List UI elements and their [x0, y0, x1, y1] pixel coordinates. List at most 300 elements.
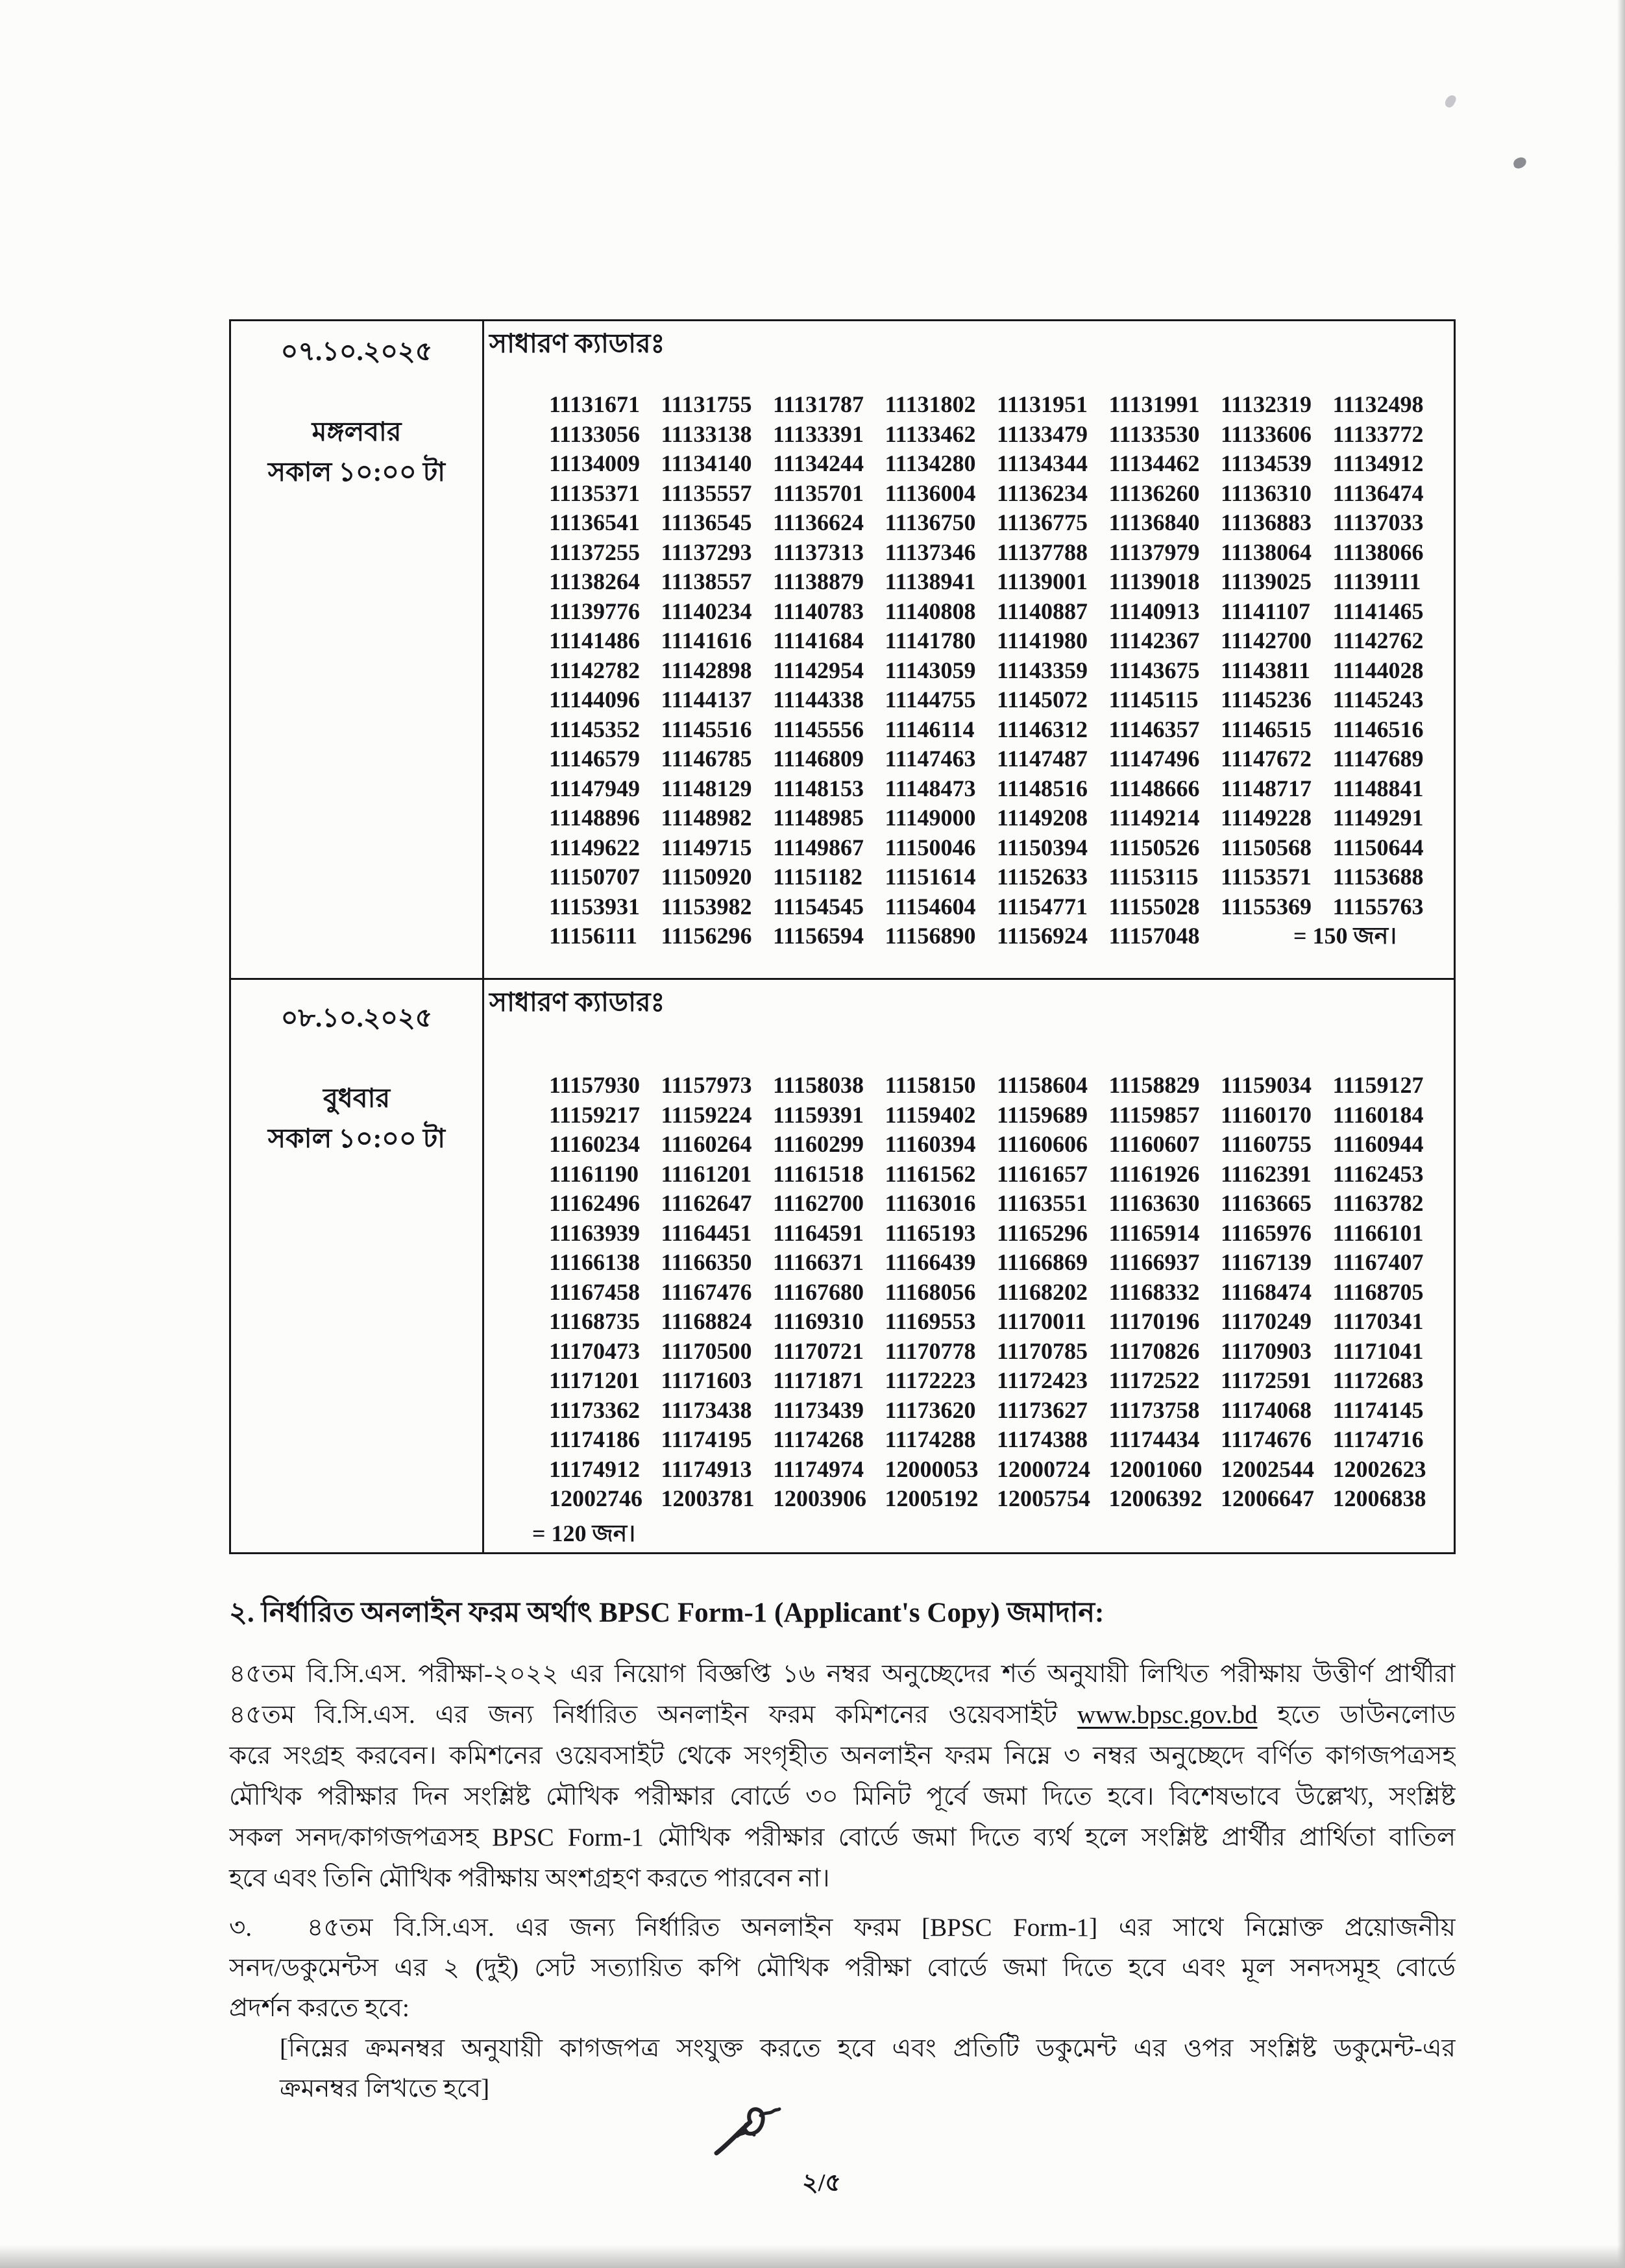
roll-number: 11141780 [885, 628, 976, 653]
roll-number: 11161562 [885, 1160, 976, 1187]
schedule-table [229, 319, 1456, 1554]
scan-speck-icon [1512, 156, 1527, 169]
roll-number-row [549, 1248, 1454, 1278]
roll-number: 12000053 [885, 1456, 979, 1482]
roll-number: 11173438 [661, 1396, 752, 1423]
roll-number: 11133138 [661, 421, 752, 447]
roll-number: 11160264 [661, 1131, 752, 1157]
roll-number: 11142367 [1108, 628, 1200, 653]
roll-number: 11163016 [885, 1190, 976, 1216]
roll-number: 11174912 [549, 1456, 641, 1482]
roll-number: 11166869 [997, 1249, 1088, 1275]
roll-number: 11159689 [997, 1101, 1088, 1128]
roll-number: 11160607 [1108, 1131, 1200, 1157]
roll-number: 11149715 [661, 834, 752, 860]
section2-heading: ২. নির্ধারিত অনলাইন ফরম অর্থাৎ BPSC Form-1 (Applicant's Copy) জমাদান: [229, 1598, 1105, 1628]
roll-number: 11157973 [661, 1072, 752, 1098]
roll-number: 11146357 [1108, 716, 1200, 742]
roll-number: 11134140 [661, 450, 752, 476]
roll-number: 11134280 [885, 450, 976, 476]
roll-number: 11158038 [773, 1072, 864, 1098]
roll-number: 11139025 [1221, 568, 1312, 594]
roll-number: 11134344 [997, 450, 1088, 476]
roll-number: 11153688 [1332, 864, 1424, 890]
roll-number: 11136474 [1332, 480, 1424, 506]
roll-number: 11136541 [549, 509, 641, 535]
section2-paragraph [229, 1653, 1456, 1899]
roll-number: 11165976 [1221, 1219, 1312, 1246]
roll-number: 11153931 [549, 893, 641, 920]
session-total: = 120 জন। [532, 1520, 636, 1546]
roll-number: 11133462 [885, 421, 976, 447]
roll-number: 11131755 [661, 391, 752, 417]
roll-number: 11160170 [1221, 1101, 1312, 1128]
roll-number: 11170196 [1108, 1308, 1200, 1334]
roll-number: 11162700 [773, 1190, 864, 1216]
roll-number: 11135701 [773, 480, 864, 506]
roll-number: 11170473 [549, 1337, 641, 1364]
roll-number: 11134912 [1332, 450, 1424, 476]
roll-number: 11174186 [549, 1426, 641, 1452]
roll-number: 11143811 [1221, 657, 1311, 683]
roll-number-row [549, 597, 1454, 627]
roll-number-row [549, 538, 1454, 568]
roll-number: 11139111 [1332, 568, 1421, 594]
roll-number: 11134244 [773, 450, 864, 476]
roll-number: 11170778 [885, 1337, 976, 1364]
paragraph-line [229, 1908, 1456, 1948]
roll-number: 11143059 [885, 657, 976, 683]
roll-number: 11167458 [549, 1278, 641, 1305]
roll-number: 11145243 [1332, 687, 1424, 713]
roll-number: 11163551 [997, 1190, 1088, 1216]
roll-number: 11154545 [773, 893, 864, 920]
roll-number: 11174676 [1221, 1426, 1312, 1452]
roll-number: 11145115 [1108, 687, 1199, 713]
roll-number: 11166101 [1332, 1219, 1424, 1246]
paragraph-line: মৌখিক পরীক্ষার দিন সংশ্লিষ্ট মৌখিক পরীক্ষার বোর্ডে ৩০ মিনিট পূর্বে জমা দিতে হবে। বিশেষভাবে উল্লেখ্য, সংশ্লিষ্ট [229, 1783, 1456, 1811]
roll-number-row [549, 803, 1454, 833]
roll-number-row [549, 1071, 1454, 1101]
roll-number: 11168824 [661, 1308, 752, 1334]
roll-number: 11174434 [1108, 1426, 1200, 1452]
roll-number: 11160755 [1221, 1131, 1312, 1157]
roll-number: 11150568 [1221, 834, 1312, 860]
roll-number-row [549, 685, 1454, 715]
roll-number: 11159391 [773, 1101, 864, 1128]
roll-number: 11148982 [661, 805, 752, 831]
roll-number: 11148153 [773, 775, 864, 801]
roll-number: 11155763 [1332, 893, 1424, 920]
roll-number-row [549, 921, 1454, 951]
roll-number: 11170011 [997, 1308, 1087, 1334]
roll-number: 11161518 [773, 1160, 864, 1187]
roll-number: 11174288 [885, 1426, 976, 1452]
roll-number: 11162496 [549, 1190, 641, 1216]
roll-number: 11149291 [1332, 805, 1424, 831]
roll-number-row [549, 420, 1454, 450]
section3-paragraph [229, 1908, 1456, 2109]
roll-number: 11140234 [661, 598, 752, 624]
roll-number: 11163665 [1221, 1190, 1312, 1216]
roll-number-row [549, 1189, 1454, 1219]
roll-number: 11138066 [1332, 539, 1424, 565]
roll-number: 11169553 [885, 1308, 976, 1334]
roll-number: 11136545 [661, 509, 752, 535]
paragraph-line [229, 1694, 1456, 1735]
roll-number: 11171603 [661, 1367, 752, 1393]
roll-number: 12002544 [1221, 1456, 1314, 1482]
roll-number: 11167680 [773, 1278, 864, 1305]
roll-number: 11162453 [1332, 1160, 1424, 1187]
roll-number: 11160299 [773, 1131, 864, 1157]
roll-number: 11165193 [885, 1219, 976, 1246]
roll-number: 11149228 [1221, 805, 1312, 831]
roll-number: 11140808 [885, 598, 976, 624]
roll-number: 11131991 [1108, 391, 1200, 417]
paragraph-line: প্রদর্শন করতে হবে: [229, 1994, 409, 2022]
roll-number-row [549, 1130, 1454, 1160]
roll-number: 11146114 [885, 716, 975, 742]
roll-number: 11137788 [997, 539, 1088, 565]
roll-number: 11171871 [773, 1367, 864, 1393]
roll-number: 11170785 [997, 1337, 1088, 1364]
scan-speck-icon [1443, 93, 1458, 109]
roll-number-row [549, 390, 1454, 420]
roll-number: 11136234 [997, 480, 1088, 506]
category-heading: সাধারণ ক্যাডারঃ [489, 328, 665, 358]
roll-number: 11156111 [549, 923, 638, 949]
roll-number: 11136840 [1108, 509, 1200, 535]
roll-number: 11166371 [773, 1249, 864, 1275]
roll-number: 11142954 [773, 657, 864, 683]
roll-number: 11144096 [549, 687, 641, 713]
roll-number: 11149000 [885, 805, 976, 831]
scan-edge-right [1617, 0, 1625, 2268]
roll-number: 11141107 [1221, 598, 1311, 624]
roll-number: 11136624 [773, 509, 864, 535]
roll-number: 11149867 [773, 834, 864, 860]
roll-number: 11150046 [885, 834, 976, 860]
roll-number: 11150526 [1108, 834, 1200, 860]
roll-number: 11174974 [773, 1456, 864, 1482]
roll-number: 11134462 [1108, 450, 1200, 476]
roll-number: 11162647 [661, 1190, 752, 1216]
roll-number: 11167476 [661, 1278, 752, 1305]
session-day: মঙ্গলবার [312, 417, 402, 446]
roll-number: 11168056 [885, 1278, 976, 1305]
roll-number: 11144028 [1332, 657, 1424, 683]
roll-number: 11144338 [773, 687, 864, 713]
roll-number: 11138941 [885, 568, 976, 594]
roll-number: 11166350 [661, 1249, 752, 1275]
roll-number: 11159217 [549, 1101, 641, 1128]
roll-number: 12006647 [1221, 1485, 1314, 1511]
roll-number: 11151614 [885, 864, 976, 890]
roll-number: 11147496 [1108, 746, 1200, 772]
roll-number: 11153115 [1108, 864, 1199, 890]
roll-number: 11173758 [1108, 1396, 1200, 1423]
roll-number: 11165296 [997, 1219, 1088, 1246]
paragraph-line: ৪৫তম বি.সি.এস. পরীক্ষা-২০২২ এর নিয়োগ বিজ্ঞপ্তি ১৬ নম্বর অনুচ্ছেদের শর্ত অনুযায়ী লিখিত পরীক্ষায় উত্তীর্ণ প্রার্থীরা [229, 1660, 1456, 1688]
roll-number: 12002746 [549, 1485, 642, 1511]
roll-number: 11163782 [1332, 1190, 1424, 1216]
roll-number: 11147463 [885, 746, 976, 772]
paragraph-line: সনদ/ডকুমেন্টস এর ২ (দুই) সেট সত্যায়িত কপি মৌখিক পরীক্ষা বোর্ডে জমা দিতে হবে এবং মূল সনদসমূহ বোর্ডে [229, 1954, 1456, 1982]
roll-number: 11131802 [885, 391, 976, 417]
session-day: বুধবার [323, 1083, 391, 1113]
roll-number: 11142762 [1332, 628, 1424, 653]
roll-number: 11156594 [773, 923, 864, 949]
roll-number: 11148129 [661, 775, 752, 801]
session-rolls-cell [484, 321, 1454, 978]
session-time: সকাল ১০:০০ টা [267, 1123, 446, 1153]
roll-number: 11133056 [549, 421, 641, 447]
roll-number: 12006392 [1108, 1485, 1203, 1511]
roll-number: 11159402 [885, 1101, 976, 1128]
roll-number: 11170249 [1221, 1308, 1312, 1334]
roll-number: 12002623 [1332, 1456, 1426, 1482]
roll-number: 11173439 [773, 1396, 864, 1423]
roll-number: 11131671 [549, 391, 641, 417]
roll-number: 11156924 [997, 923, 1088, 949]
roll-number: 11147672 [1221, 746, 1312, 772]
roll-number: 11149208 [997, 805, 1088, 831]
roll-number: 11158829 [1108, 1072, 1200, 1098]
session-rolls-cell [484, 980, 1454, 1552]
roll-number: 11160606 [997, 1131, 1088, 1157]
roll-number: 11145352 [549, 716, 641, 742]
roll-number: 11149214 [1108, 805, 1200, 831]
roll-number: 12005192 [885, 1485, 979, 1511]
roll-number: 11140913 [1108, 598, 1200, 624]
roll-number: 11138064 [1221, 539, 1312, 565]
roll-number: 11148473 [885, 775, 976, 801]
roll-number: 11146312 [997, 716, 1088, 742]
roll-number: 11140783 [773, 598, 864, 624]
roll-number: 11159224 [661, 1101, 752, 1128]
session-datetime-cell [231, 321, 484, 978]
roll-number: 11139001 [997, 568, 1088, 594]
roll-number: 11141980 [997, 628, 1088, 653]
bpsc-website-link[interactable]: www.bpsc.gov.bd [1077, 1701, 1258, 1729]
roll-number: 11141616 [661, 628, 752, 653]
roll-number: 11169310 [773, 1308, 864, 1334]
roll-number: 11164451 [661, 1219, 752, 1246]
paragraph-text: ৪৫তম বি.সি.এস. এর জন্য নির্ধারিত অনলাইন ফরম কমিশনের ওয়েবসাইট [229, 1701, 1077, 1729]
roll-number: 11148516 [997, 775, 1088, 801]
roll-number: 11138879 [773, 568, 864, 594]
roll-number-row [549, 715, 1454, 745]
category-heading: সাধারণ ক্যাডারঃ [489, 987, 665, 1017]
session-date: ০৮.১০.২০২৫ [280, 1003, 433, 1032]
roll-number: 11174068 [1221, 1396, 1312, 1423]
roll-number: 11136310 [1221, 480, 1312, 506]
roll-number: 11144755 [885, 687, 976, 713]
roll-number-row [549, 626, 1454, 656]
roll-number: 11171041 [1332, 1337, 1424, 1364]
roll-number: 11151182 [773, 864, 863, 890]
roll-number-row [549, 1307, 1454, 1337]
roll-number-row [549, 449, 1454, 479]
roll-number: 11137255 [549, 539, 641, 565]
roll-number: 11146516 [1332, 716, 1424, 742]
roll-number: 11159127 [1332, 1072, 1424, 1098]
roll-number: 11152633 [997, 864, 1088, 890]
roll-number: 11173627 [997, 1396, 1088, 1423]
roll-number-row [549, 1278, 1454, 1308]
roll-number: 11172591 [1221, 1367, 1312, 1393]
roll-number: 11158604 [997, 1072, 1088, 1098]
roll-number: 11156890 [885, 923, 976, 949]
roll-number: 11159034 [1221, 1072, 1312, 1098]
paragraph-line: সকল সনদ/কাগজপত্রসহ BPSC Form-1 মৌখিক পরীক্ষার বোর্ডে জমা দিতে ব্যর্থ হলে সংশ্লিষ্ট প্রার্থীর প্রার্থিতা বাতিল [229, 1823, 1456, 1851]
roll-number-row [549, 1219, 1454, 1249]
roll-number: 11160394 [885, 1131, 976, 1157]
roll-number: 11148841 [1332, 775, 1424, 801]
roll-number: 11148717 [1221, 775, 1312, 801]
roll-number: 11170721 [773, 1337, 864, 1364]
roll-number: 11133606 [1221, 421, 1312, 447]
roll-number-row [549, 774, 1454, 804]
roll-number: 11133479 [997, 421, 1088, 447]
roll-number: 11168735 [549, 1308, 641, 1334]
schedule-row [231, 321, 1454, 978]
roll-number: 11150644 [1332, 834, 1424, 860]
roll-number: 11133530 [1108, 421, 1200, 447]
roll-number: 11133772 [1332, 421, 1424, 447]
roll-number-row [549, 479, 1454, 509]
roll-number: 11150707 [549, 864, 641, 890]
roll-number: 11168474 [1221, 1278, 1312, 1305]
roll-number-row [549, 1484, 1454, 1514]
roll-number: 11140887 [997, 598, 1088, 624]
roll-number: 11168332 [1108, 1278, 1200, 1305]
roll-number: 11153571 [1221, 864, 1312, 890]
roll-number-block [549, 390, 1454, 951]
roll-number: 11163630 [1108, 1190, 1200, 1216]
roll-number: 11146579 [549, 746, 641, 772]
roll-number: 11172522 [1108, 1367, 1200, 1393]
roll-number: 11136750 [885, 509, 976, 535]
roll-number: 11161201 [661, 1160, 752, 1187]
roll-number: 11172683 [1332, 1367, 1424, 1393]
roll-number: 11148896 [549, 805, 641, 831]
roll-number: 11156296 [661, 923, 752, 949]
roll-number: 11170341 [1332, 1308, 1424, 1334]
roll-number: 11173620 [885, 1396, 976, 1423]
roll-number-row [549, 1396, 1454, 1426]
roll-number-row [549, 1101, 1454, 1130]
session-time: সকাল ১০:০০ টা [267, 457, 446, 487]
roll-number-row [549, 1160, 1454, 1189]
roll-number: 11146809 [773, 746, 864, 772]
roll-number-row [549, 1366, 1454, 1396]
roll-number: 11174388 [997, 1426, 1088, 1452]
roll-number: 11166937 [1108, 1249, 1200, 1275]
roll-number: 11164591 [773, 1219, 864, 1246]
paragraph-text: হতে ডাউনলোড [1257, 1701, 1456, 1729]
paragraph-text: ৪৫তম বি.সি.এস. এর জন্য নির্ধারিত অনলাইন ফরম [BPSC Form-1] এর সাথে নিম্নোক্ত প্রয়োজনীয় [307, 1914, 1456, 1942]
roll-number: 12003906 [773, 1485, 866, 1511]
paragraph-line: হবে এবং তিনি মৌখিক পরীক্ষায় অংশগ্রহণ করতে পারবেন না। [229, 1864, 830, 1892]
signature-scribble-icon [714, 2103, 781, 2160]
roll-number: 11149622 [549, 834, 641, 860]
roll-number: 11150394 [997, 834, 1088, 860]
roll-number: 11139018 [1108, 568, 1200, 594]
roll-number: 11145556 [773, 716, 864, 742]
roll-number: 11170903 [1221, 1337, 1312, 1364]
roll-number: 11131787 [773, 391, 864, 417]
roll-number-row [549, 892, 1454, 922]
session-datetime-cell [231, 980, 484, 1552]
roll-number: 11141465 [1332, 598, 1424, 624]
roll-number: 11161926 [1108, 1160, 1200, 1187]
roll-number: 11132498 [1332, 391, 1424, 417]
roll-number: 11148985 [773, 805, 864, 831]
roll-number: 11137293 [661, 539, 752, 565]
roll-number: 11136883 [1221, 509, 1312, 535]
paragraph-line: ক্রমনম্বর লিখতে হবে] [280, 2075, 490, 2103]
roll-number: 11145072 [997, 687, 1088, 713]
roll-number: 11138557 [661, 568, 752, 594]
roll-number-row [549, 1425, 1454, 1455]
roll-number: 11137313 [773, 539, 864, 565]
schedule-row [231, 978, 1454, 1552]
roll-number: 11145236 [1221, 687, 1312, 713]
roll-number: 11161190 [549, 1160, 639, 1187]
roll-number: 11171201 [549, 1367, 641, 1393]
roll-number: 11159857 [1108, 1101, 1200, 1128]
roll-number: 11174195 [661, 1426, 752, 1452]
roll-number: 11138264 [549, 568, 641, 594]
session-date: ০৭.১০.২০২৫ [280, 336, 433, 366]
scan-edge-bottom [0, 2245, 1625, 2268]
roll-number: 11172223 [885, 1367, 976, 1393]
roll-number: 11135371 [549, 480, 641, 506]
roll-number: 11173362 [549, 1396, 641, 1423]
roll-number: 11160234 [549, 1131, 641, 1157]
roll-number: 11166439 [885, 1249, 976, 1275]
roll-number: 11146785 [661, 746, 752, 772]
roll-number: 11147949 [549, 775, 641, 801]
roll-number: 11148666 [1108, 775, 1200, 801]
roll-number: 12001060 [1108, 1456, 1203, 1482]
roll-number: 12006838 [1332, 1485, 1426, 1511]
list-marker: ৩. [229, 1914, 252, 1942]
roll-number: 11143675 [1108, 657, 1200, 683]
roll-number: 11174913 [661, 1456, 752, 1482]
roll-number: 11137033 [1332, 509, 1424, 535]
roll-number: 11155028 [1108, 893, 1200, 920]
roll-number: 11141486 [549, 628, 641, 653]
roll-number-row [549, 1455, 1454, 1485]
roll-number: 11147487 [997, 746, 1088, 772]
roll-number: 11168705 [1332, 1278, 1424, 1305]
roll-number: 11133391 [773, 421, 864, 447]
roll-number: 11134539 [1221, 450, 1312, 476]
roll-number: 11155369 [1221, 893, 1312, 920]
roll-number: 11142898 [661, 657, 752, 683]
roll-number: 11139776 [549, 598, 641, 624]
roll-number: 11157930 [549, 1072, 641, 1098]
roll-number: 11157048 [1108, 923, 1200, 949]
roll-number: 11136775 [997, 509, 1088, 535]
roll-number: 11174145 [1332, 1396, 1424, 1423]
roll-number: 11137979 [1108, 539, 1200, 565]
roll-number-row [549, 567, 1454, 597]
roll-number: 11160184 [1332, 1101, 1424, 1128]
